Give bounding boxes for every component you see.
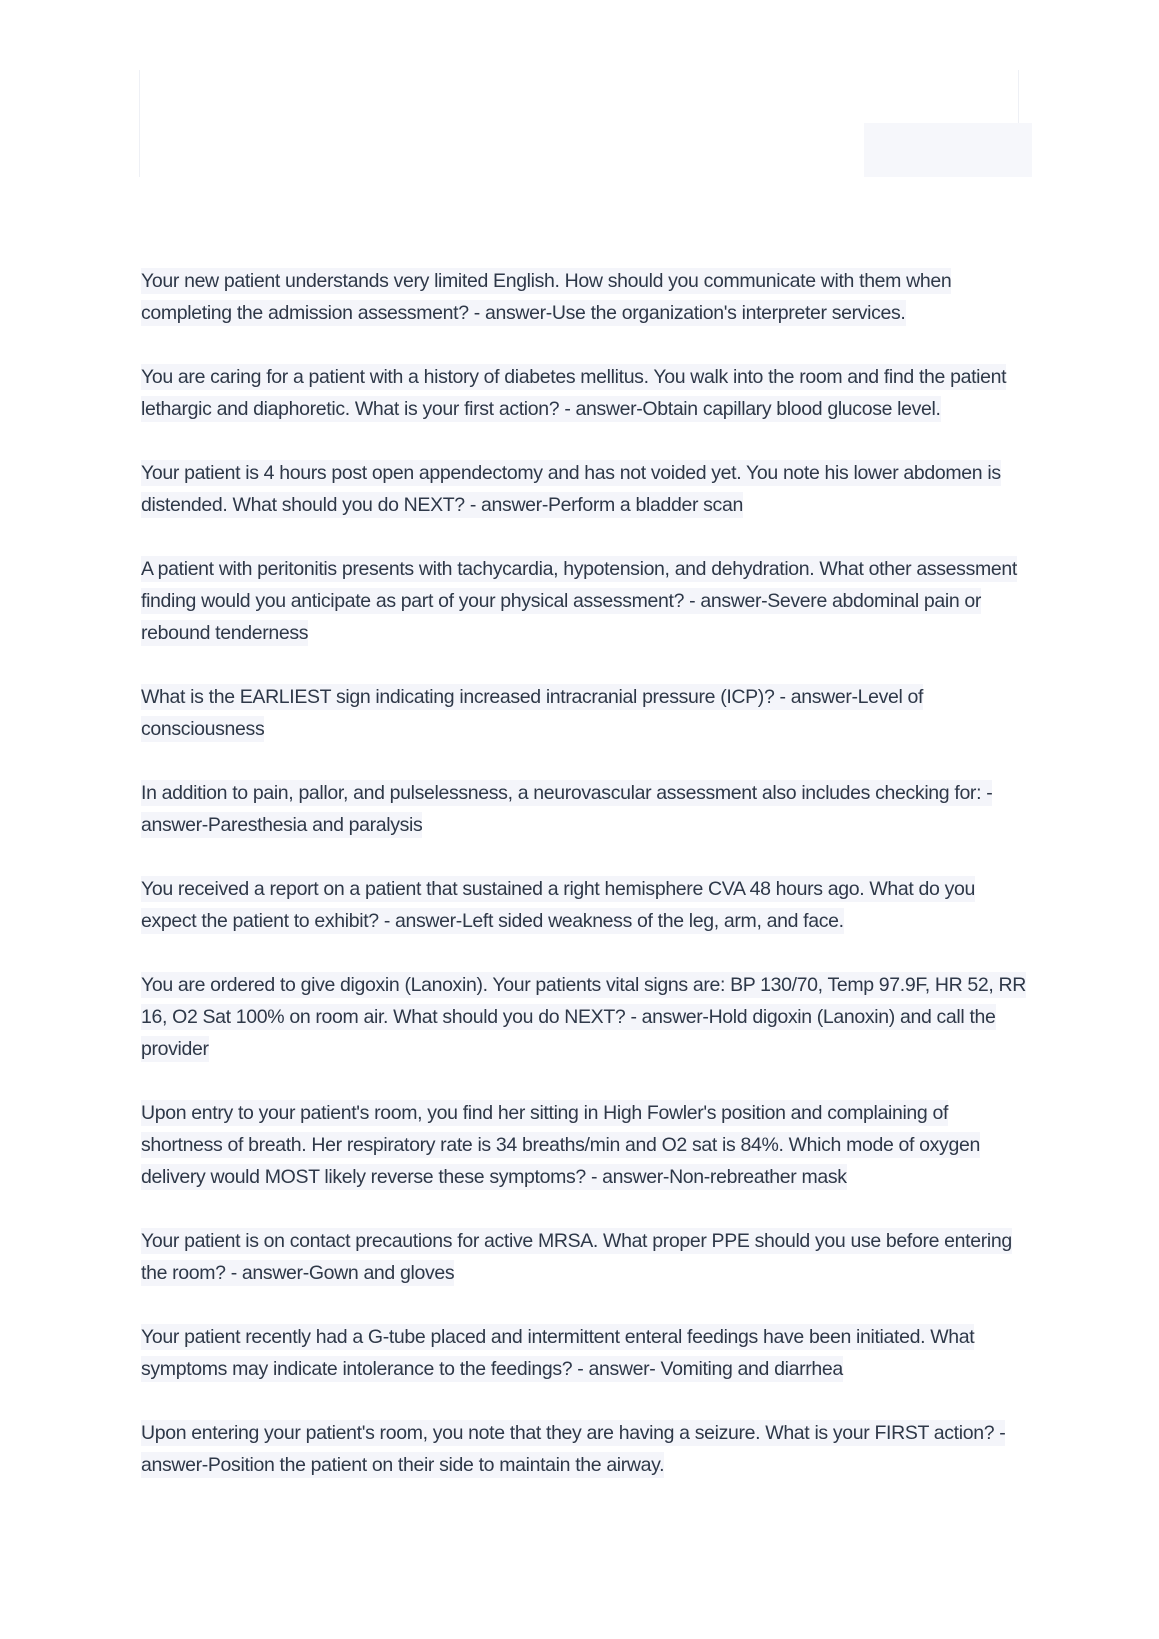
qa-text: Your patient is on contact precautions for active MRSA. What proper PPE should you use before entering the room? - answer-Gown and gloves [141, 1230, 1012, 1284]
qa-text: A patient with peritonitis presents with tachycardia, hypotension, and dehydration. What other assessment finding would you anticipate as part of your physical assessment? - answer-Severe abdominal pain or rebound tenderness [141, 558, 1017, 644]
qa-item [141, 361, 1031, 425]
qa-item [141, 681, 1031, 745]
header-placeholder-box [864, 123, 1032, 177]
qa-item [141, 1225, 1031, 1289]
qa-text: Your patient is 4 hours post open appendectomy and has not voided yet. You note his lower abdomen is distended. What should you do NEXT? - answer-Perform a bladder scan [141, 462, 1001, 516]
qa-item [141, 457, 1031, 521]
qa-list [141, 265, 1031, 1513]
qa-item [141, 1321, 1031, 1385]
qa-text: Your patient recently had a G-tube placed and intermittent enteral feedings have been initiated. What symptoms may indicate intolerance to the feedings? - answer- Vomiting and diarrhea [141, 1326, 975, 1380]
qa-text: What is the EARLIEST sign indicating increased intracranial pressure (ICP)? - answer-Level of consciousness [141, 686, 924, 740]
qa-text: In addition to pain, pallor, and pulselessness, a neurovascular assessment also includes checking for: - answer-Paresthesia and paralysis [141, 782, 993, 836]
qa-item [141, 553, 1031, 649]
qa-item [141, 1417, 1031, 1481]
qa-item [141, 265, 1031, 329]
qa-text: You are ordered to give digoxin (Lanoxin). Your patients vital signs are: BP 130/70, Temp 97.9F, HR 52, RR 16, O2 Sat 100% on room air. What should you do NEXT? - answer-Hold digoxin (Lanoxin) and call the provider [141, 974, 1027, 1060]
qa-item [141, 969, 1031, 1065]
qa-text: Upon entering your patient's room, you note that they are having a seizure. What is your FIRST action? - answer-Position the patient on their side to maintain the airway. [141, 1422, 1006, 1476]
qa-item [141, 1097, 1031, 1193]
qa-text: You received a report on a patient that sustained a right hemisphere CVA 48 hours ago. What do you expect the patient to exhibit? - answer-Left sided weakness of the leg, arm, and face. [141, 878, 976, 932]
qa-item [141, 777, 1031, 841]
qa-item [141, 873, 1031, 937]
qa-text: Upon entry to your patient's room, you find her sitting in High Fowler's position and complaining of shortness of breath. Her respiratory rate is 34 breaths/min and O2 sat is 84%. Which mode of oxygen delivery would MOST likely reverse these symptoms? - answer-Non-rebreather mask [141, 1102, 980, 1188]
qa-text: You are caring for a patient with a history of diabetes mellitus. You walk into the room and find the patient lethargic and diaphoretic. What is your first action? - answer-Obtain capillary blood glucose level. [141, 366, 1007, 420]
qa-text: Your new patient understands very limited English. How should you communicate with them when completing the admission assessment? - answer-Use the organization's interpreter services. [141, 270, 952, 324]
